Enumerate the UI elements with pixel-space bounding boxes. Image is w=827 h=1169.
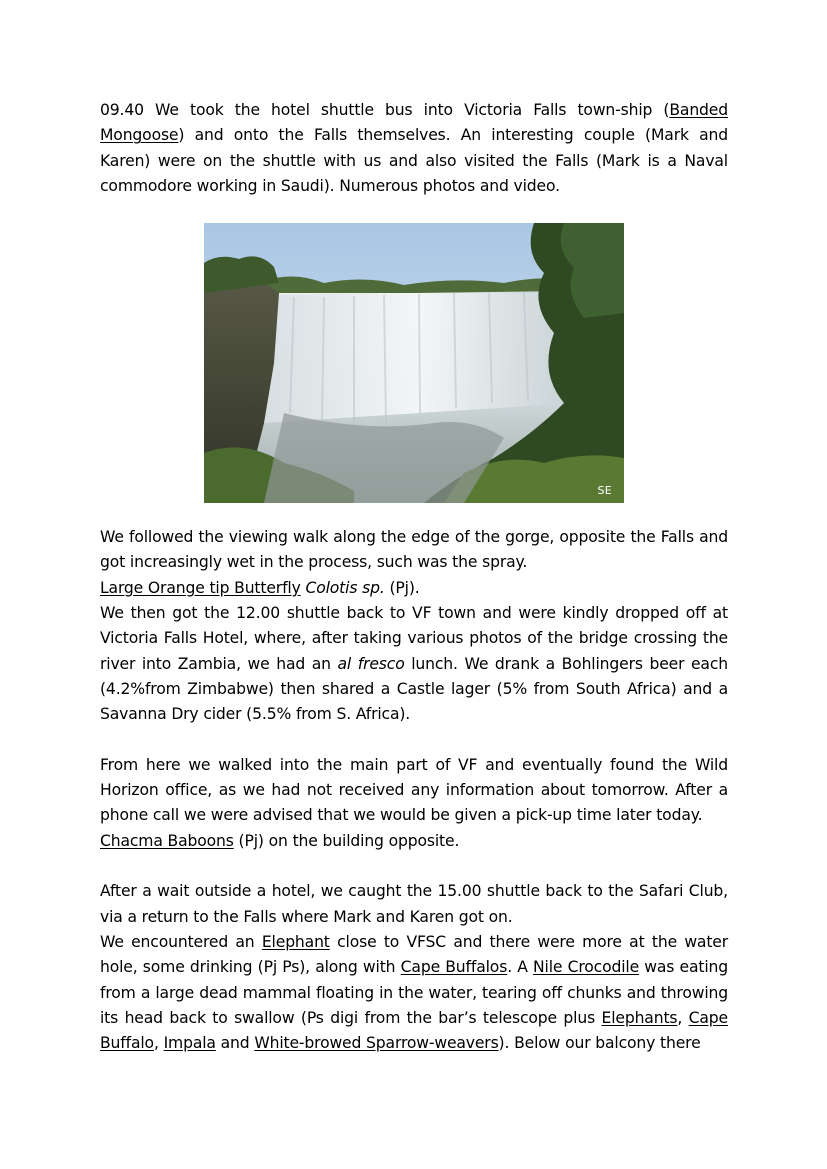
falls-photo-illustration	[204, 223, 624, 503]
photo-credit: SE	[597, 484, 612, 498]
paragraph-butterfly: Large Orange tip Butterfly Colotis sp. (Pj).	[100, 578, 420, 597]
link-chacma-baboons[interactable]: Chacma Baboons	[100, 831, 234, 850]
paragraph-lunch: We then got the 12.00 shuttle back to VF town and were kindly dropped off at Victoria Falls Hotel, where, after taking various photos of the bridge crossing the river into Zambia, we had an al fresco lunch. We drank a Bohlingers beer each (4.2%from Zimbabwe) then shared a Castle lager (5% from South Africa) and a Savanna Dry cider (5.5% from S. Africa).	[100, 604, 728, 724]
link-nile-crocodile[interactable]: Nile Crocodile	[533, 958, 640, 977]
victoria-falls-photo	[204, 223, 624, 503]
time-stamp: 09.40	[100, 101, 144, 119]
document-page	[100, 98, 728, 1056]
paragraph-gap	[100, 728, 728, 753]
link-large-orange-tip-butterfly[interactable]: Large Orange tip Butterfly	[100, 578, 301, 597]
al-fresco-text: al fresco	[337, 654, 405, 673]
paragraph-wildlife: We encountered an Elephant close to VFSC and there were more at the water hole, some drinking (Pj Ps), along with Cape Buffalos. A Nile Crocodile was eating from a large dead mammal floating in the water, tearing off chunks and throwing its head back to swallow (Ps digi from the bar’s telescope plus Elephants, Cape Buffalo, Impala and White-browed Sparrow-weavers). Below our balcony there	[100, 932, 729, 1053]
link-banded-mongoose[interactable]: Banded Mongoose	[100, 101, 728, 145]
paragraph-shuttle-back: After a wait outside a hotel, we caught the 15.00 shuttle back to the Safari Club, via a return to the Falls where Mark and Karen got on.	[100, 882, 728, 926]
paragraph-viewing-walk: We followed the viewing walk along the edge of the gorge, opposite the Falls and got increasingly wet in the process, such was the spray.	[100, 528, 728, 572]
species-name: Colotis sp.	[305, 578, 385, 597]
link-elephant[interactable]: Elephant	[261, 932, 330, 951]
link-impala[interactable]: Impala	[163, 1034, 216, 1053]
link-elephants[interactable]: Elephants	[601, 1008, 678, 1027]
paragraph-shuttle-to-falls: 09.40 We took the hotel shuttle bus into Victoria Falls town-ship (Banded Mongoose) and onto the Falls themselves. An interesting couple (Mark and Karen) were on the shuttle with us and also visited the Falls (Mark is a Naval commodore working in Saudi). Numerous photos and video.	[100, 101, 728, 195]
link-cape-buffalos[interactable]: Cape Buffalos	[400, 958, 508, 977]
link-cape-buffalo[interactable]: Cape Buffalo	[100, 1008, 728, 1053]
paragraph-baboons: Chacma Baboons (Pj) on the building opposite.	[100, 831, 460, 850]
paragraph-gap	[100, 854, 728, 879]
link-white-browed-sparrow-weavers[interactable]: White-browed Sparrow-weavers	[254, 1034, 499, 1053]
paragraph-wild-horizon: From here we walked into the main part of VF and eventually found the Wild Horizon office, as we had not received any information about tomorrow. After a phone call we were advised that we would be given a pick-up time later today.	[100, 755, 728, 825]
